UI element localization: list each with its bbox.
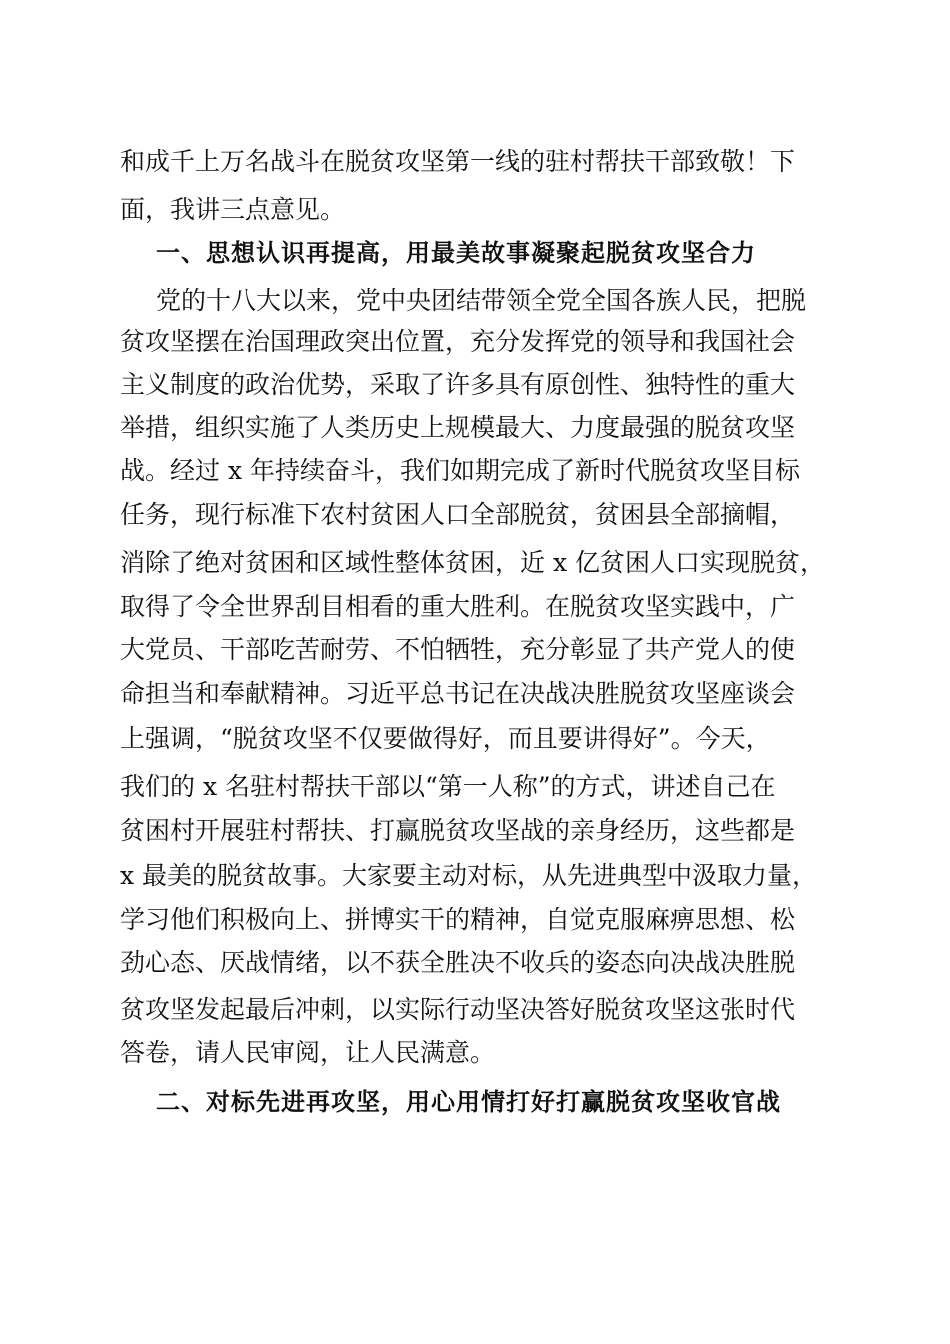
section-2-heading: 二、对标先进再攻坚，用心用情打好打赢脱贫攻坚收官战 (156, 1088, 781, 1116)
paragraph-line: 我们的 x 名驻村帮扶干部以“第一人称”的方式，讲述自己在 (120, 772, 776, 801)
paragraph-line: 任务，现行标准下农村贫困人口全部脱贫，贫困县全部摘帽， (120, 500, 796, 529)
paragraph-line: 学习他们积极向上、拼博实干的精神，自觉克服麻痹思想、松 (120, 905, 796, 934)
paragraph-line: 命担当和奉献精神。习近平总书记在决战决胜脱贫攻坚座谈会 (120, 679, 796, 708)
paragraph-line: 取得了令全世界刮目相看的重大胜利。在脱贫攻坚实践中，广 (120, 592, 796, 621)
paragraph-line: 大党员、干部吃苦耐劳、不怕牺牲，充分彰显了共产党人的使 (120, 635, 796, 664)
paragraph-line: 消除了绝对贫困和区域性整体贫困，近 x 亿贫困人口实现脱贫， (120, 548, 825, 577)
intro-line-2: 面，我讲三点意见。 (120, 195, 346, 224)
paragraph-line: 主义制度的政治优势，采取了许多具有原创性、独特性的重大 (120, 370, 796, 399)
paragraph-line: 举措，组织实施了人类历史上规模最大、力度最强的脱贫攻坚 (120, 413, 796, 442)
paragraph-line: 党的十八大以来，党中央团结带领全党全国各族人民，把脱 (156, 286, 807, 315)
paragraph-line: 答卷，请人民审阅，让人民满意。 (120, 1038, 496, 1067)
paragraph-line: 上强调，“脱贫攻坚不仅要做得好，而且要讲得好”。今天， (120, 724, 771, 753)
paragraph-line: x 最美的脱贫故事。大家要主动对标，从先进典型中汲取力量， (120, 861, 818, 890)
paragraph-line: 劲心态、厌战情绪，以不获全胜决不收兵的姿态向决战决胜脱 (120, 948, 796, 977)
paragraph-line: 贫困村开展驻村帮扶、打赢脱贫攻坚战的亲身经历，这些都是 (120, 816, 796, 845)
paragraph-line: 战。经过 x 年持续奋斗，我们如期完成了新时代脱贫攻坚目标 (120, 456, 800, 485)
paragraph-line: 贫攻坚发起最后冲刺，以实际行动坚决答好脱贫攻坚这张时代 (120, 995, 796, 1024)
paragraph-line: 贫攻坚摆在治国理政突出位置，充分发挥党的领导和我国社会 (120, 327, 796, 356)
section-1-heading: 一、思想认识再提高，用最美故事凝聚起脱贫攻坚合力 (156, 239, 756, 267)
intro-line-1: 和成千上万名战斗在脱贫攻坚第一线的驻村帮扶干部致敬！下 (120, 147, 796, 176)
